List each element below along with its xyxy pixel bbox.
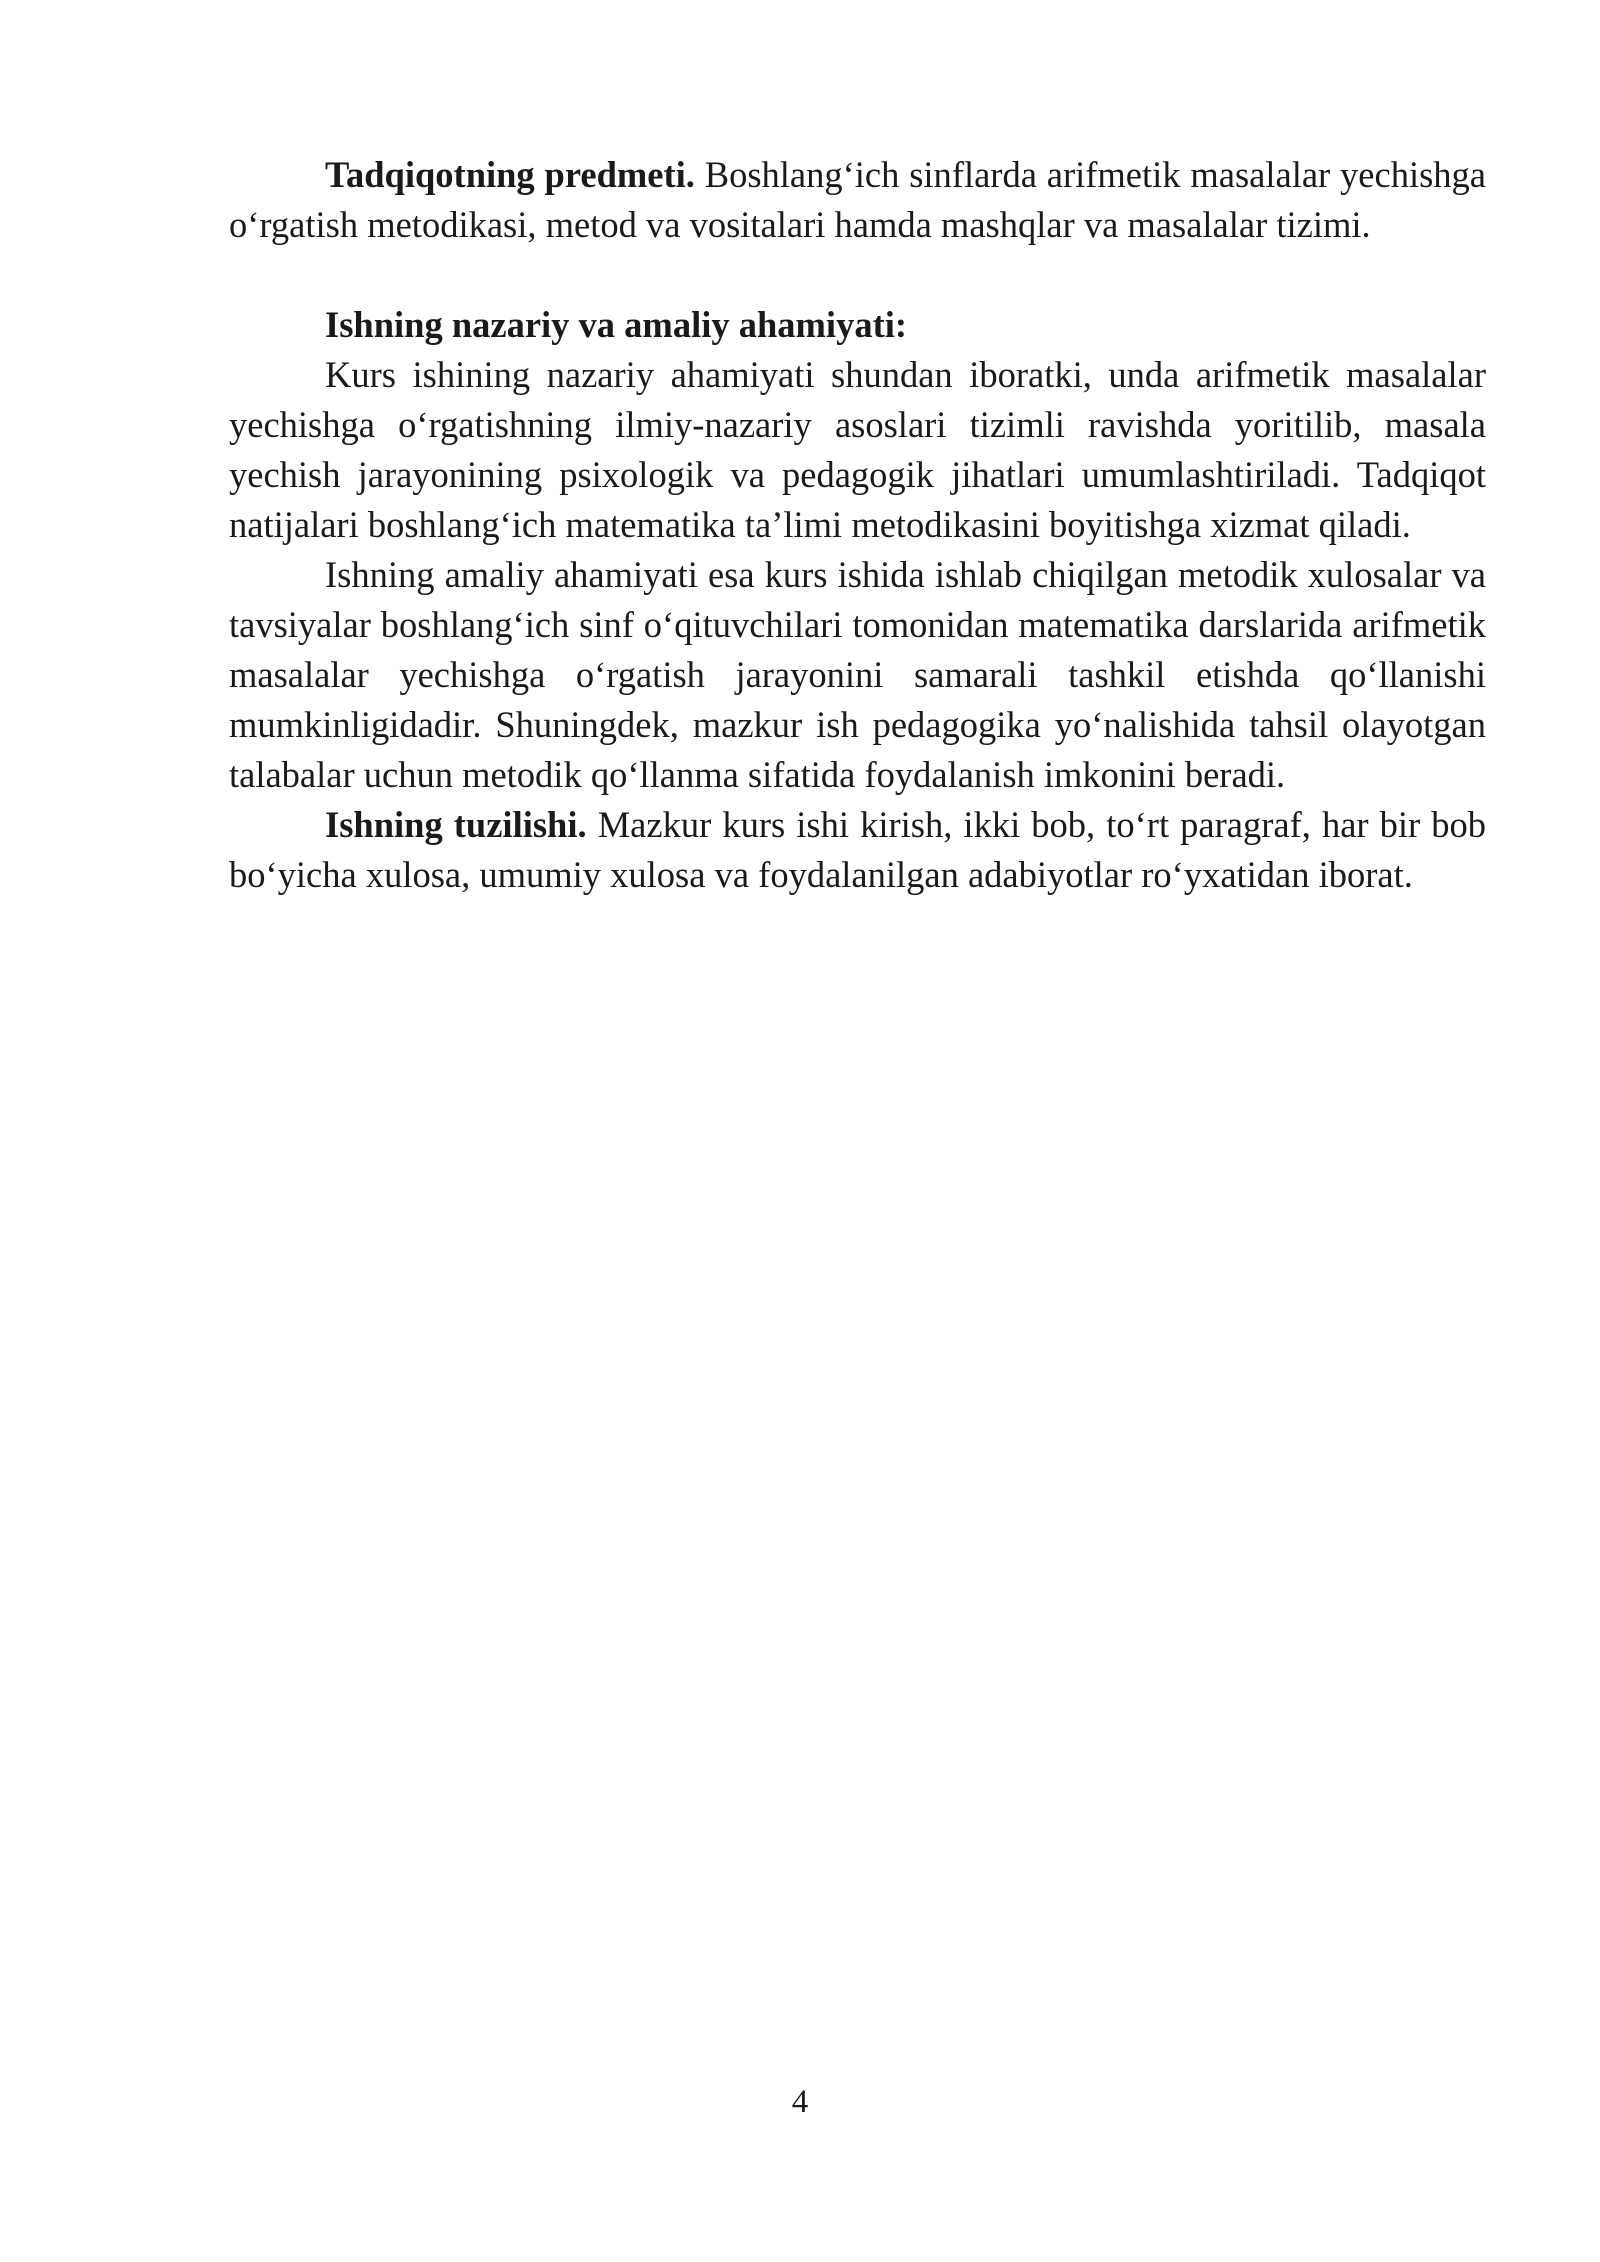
paragraph-practical-significance: Ishning amaliy ahamiyati esa kurs ishida ishlab chiqilgan metodik xulosalar va tavsiyalar boshlang‘ich sinf o‘qituvchilari tomonidan matematika darslarida arifmetik masalalar yechishga o‘rgatish jarayonini samarali tashkil etishda qo‘llanishi mumkinligidadir. Shuningdek, mazkur ish pedagogika yo‘nalishida tahsil olayotgan talabalar uchun metodik qo‘llanma sifatida foydalanish imkonini beradi.	[229, 554, 1486, 795]
paragraph-theoretical-significance: Kurs ishining nazariy ahamiyati shundan iboratki, unda arifmetik masalalar yechishga o‘rgatishning ilmiy-nazariy asoslari tizimli ravishda yoritilib, masala yechish jarayonining psixologik va pedagogik jihatlari umumlashtiriladi. Tadqiqot natijalari boshlang‘ich matematika ta’limi metodikasini boyitishga xizmat qiladi.	[229, 354, 1486, 545]
structure-heading: Ishning tuzilishi.	[325, 804, 587, 845]
paragraph-work-structure	[229, 800, 1486, 900]
subject-heading: Tadqiqotning predmeti.	[325, 154, 695, 195]
paragraph-research-subject	[229, 150, 1486, 250]
paragraph-spacer	[229, 250, 1486, 300]
structure-text: Mazkur kurs ishi kirish, ikki bob, to‘rt paragraf, har bir bob bo‘yicha xulosa, umumiy xulosa va foydalanilgan adabiyotlar ro‘yxatidan iborat.	[229, 804, 1487, 895]
page-content	[229, 150, 1486, 900]
page-number: 4	[791, 2084, 809, 2120]
subject-text: Boshlang‘ich sinflarda arifmetik masalalar yechishga o‘rgatish metodikasi, metod va vositalari hamda mashqlar va masalalar tizimi.	[229, 154, 1486, 245]
significance-heading: Ishning nazariy va amaliy ahamiyati:	[325, 304, 908, 345]
